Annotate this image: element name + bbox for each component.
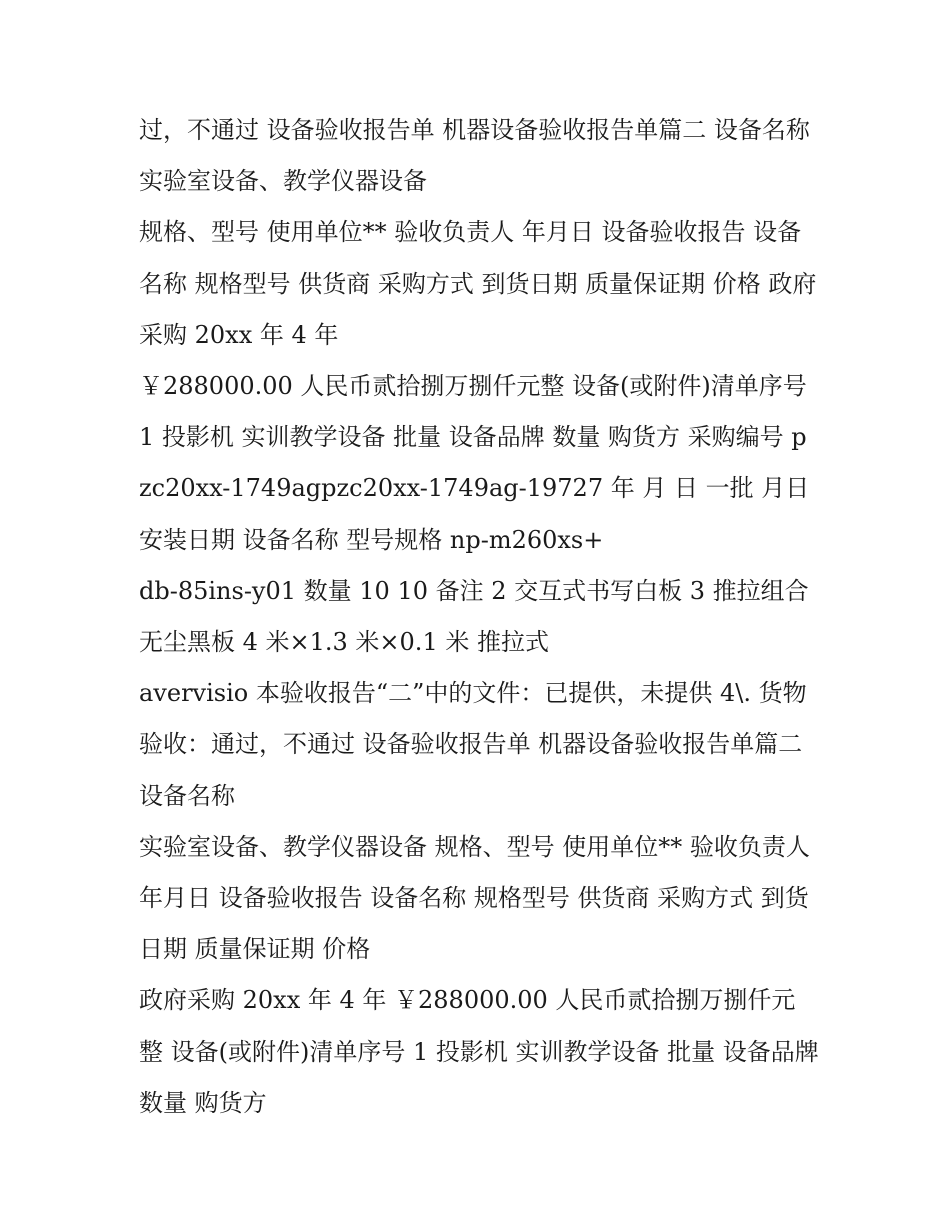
document-body bbox=[139, 105, 819, 1129]
paragraph-6: 实验室设备、教学仪器设备 规格、型号 使用单位** 验收负责人 年月日 设备验收报告 设备名称 规格型号 供货商 采购方式 到货日期 质量保证期 价格 bbox=[139, 832, 810, 964]
paragraph-7: 政府采购 20xx 年 4 年 ￥288000.00 人民币贰拾捌万捌仟元整 设备(或附件)清单序号 1 投影机 实训教学设备 批量 设备品牌 数量 购货方 bbox=[139, 986, 819, 1117]
paragraph-3: ￥288000.00 人民币贰拾捌万捌仟元整 设备(或附件)清单序号 1 投影机 实训教学设备 批量 设备品牌 数量 购货方 采购编号 pzc20xx-1749agpzc20xx-1749ag-19727 年 月 日 一批 月日 安装日期 设备名称 型号规格 np-m260xs+ bbox=[139, 372, 810, 554]
paragraph-4: db-85ins-y01 数量 10 10 备注 2 交互式书写白板 3 推拉组合 无尘黑板 4 米×1.3 米×0.1 米 推拉式 bbox=[139, 576, 809, 657]
paragraph-2: 规格、型号 使用单位** 验收负责人 年月日 设备验收报告 设备名称 规格型号 供货商 采购方式 到货日期 质量保证期 价格 政府采购 20xx 年 4 年 bbox=[139, 218, 817, 349]
paragraph-5: avervisio 本验收报告“二”中的文件：已提供，未提供 4\. 货物验收：通过，不通过 设备验收报告单 机器设备验收报告单篇二 设备名称 bbox=[139, 679, 807, 810]
paragraph-1: 过，不通过 设备验收报告单 机器设备验收报告单篇二 设备名称 实验室设备、教学仪器设备 bbox=[139, 116, 810, 196]
